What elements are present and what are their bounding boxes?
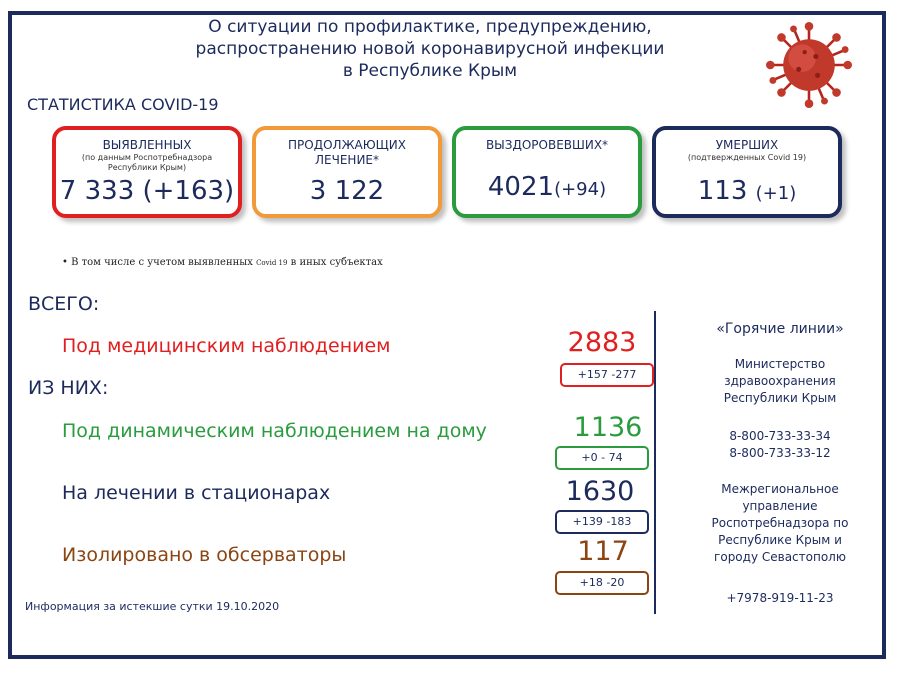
card-treatment (252, 126, 442, 218)
card-recovered-delta: (+94) (554, 179, 607, 200)
hotline-phone-1: 8-800-733-33-34 (729, 429, 831, 443)
card-recovered-title: ВЫЗДОРОВЕВШИХ* (485, 138, 609, 152)
row-value-home: 1136 (573, 412, 643, 443)
card-deceased (652, 126, 842, 218)
hotline-ministry-line3: Республики Крым (723, 391, 837, 405)
footnote-text-b: Covid 19 (256, 259, 288, 267)
card-recovered-value (456, 172, 638, 202)
card-detected-sub2: Республики Крым) (107, 163, 187, 172)
card-detected-sub1: (по данным Роспотребнадзора (81, 153, 213, 162)
title-line-2: распространению новой коронавирусной инфекции (195, 39, 665, 59)
title-line-3: в Республике Крым (342, 61, 518, 81)
hotline-agency-line2: управление (742, 499, 818, 513)
row-label-medical: Под медицинским наблюдением (62, 335, 391, 357)
card-treatment-title-line1: ПРОДОЛЖАЮЩИХ (288, 138, 406, 152)
card-treatment-value: 3 122 (309, 176, 385, 206)
hotline-phone-2: 8-800-733-33-12 (729, 446, 831, 460)
card-detected-value: 7 333 (+163) (59, 176, 235, 206)
hotline-ministry-line1: Министерство (734, 357, 826, 371)
footnote (62, 257, 383, 268)
coronavirus-icon (766, 22, 852, 108)
stats-label: СТАТИСТИКА COVID-19 (27, 95, 219, 114)
page-title (180, 16, 680, 82)
card-detected (52, 126, 242, 218)
hotline-agency (700, 481, 860, 566)
card-detected-title: ВЫЯВЛЕННЫХ (102, 138, 192, 152)
footnote-text-c: в иных субъектах (290, 257, 383, 268)
card-deceased-number: 113 (697, 176, 748, 206)
card-recovered (452, 126, 642, 218)
row-label-observatory: Изолировано в обсерваторы (62, 544, 347, 566)
card-treatment-title-line2: ЛЕЧЕНИЕ* (315, 153, 379, 167)
row-delta-home: +0 - 74 (555, 446, 649, 470)
vertical-divider (654, 311, 656, 614)
hotline-agency-line4: Республике Крым и (718, 533, 842, 547)
of-them-label: ИЗ НИХ: (28, 377, 109, 399)
hotline-agency-line5: городу Севастополю (714, 550, 846, 564)
footnote-text-a: В том числе с учетом выявленных (71, 257, 253, 268)
card-deceased-title: УМЕРШИХ (715, 138, 779, 152)
hotline-ministry-line2: здравоохранения (724, 374, 836, 388)
footnote-bullet: • (62, 257, 68, 268)
info-date: Информация за истекшие сутки 19.10.2020 (25, 600, 280, 613)
hotline-agency-line1: Межрегиональное (721, 482, 839, 496)
total-label: ВСЕГО: (28, 293, 100, 315)
row-label-hospital: На лечении в стационарах (62, 482, 331, 504)
hotline-title: «Горячие линии» (716, 321, 844, 337)
hotline-agency-line3: Роспотребнадзора по (711, 516, 849, 530)
row-value-hospital: 1630 (565, 476, 635, 507)
row-label-home: Под динамическим наблюдением на дому (62, 420, 487, 442)
hotline-agency-phone: +7978-919-11-23 (726, 591, 834, 605)
card-treatment-title (256, 138, 438, 168)
row-delta-medical: +157 -277 (560, 363, 654, 387)
hotline-ministry-phones (700, 428, 860, 462)
card-deceased-delta: (+1) (755, 183, 797, 204)
row-value-observatory: 117 (577, 536, 629, 567)
title-line-1: О ситуации по профилактике, предупреждению, (208, 17, 652, 37)
card-deceased-value (656, 176, 838, 206)
card-deceased-sub1: (подтвержденных Covid 19) (687, 153, 807, 162)
row-value-medical: 2883 (567, 327, 637, 358)
row-delta-observatory: +18 -20 (555, 571, 649, 595)
hotline-ministry (700, 356, 860, 407)
card-recovered-number: 4021 (487, 172, 555, 202)
row-delta-hospital: +139 -183 (555, 510, 649, 534)
